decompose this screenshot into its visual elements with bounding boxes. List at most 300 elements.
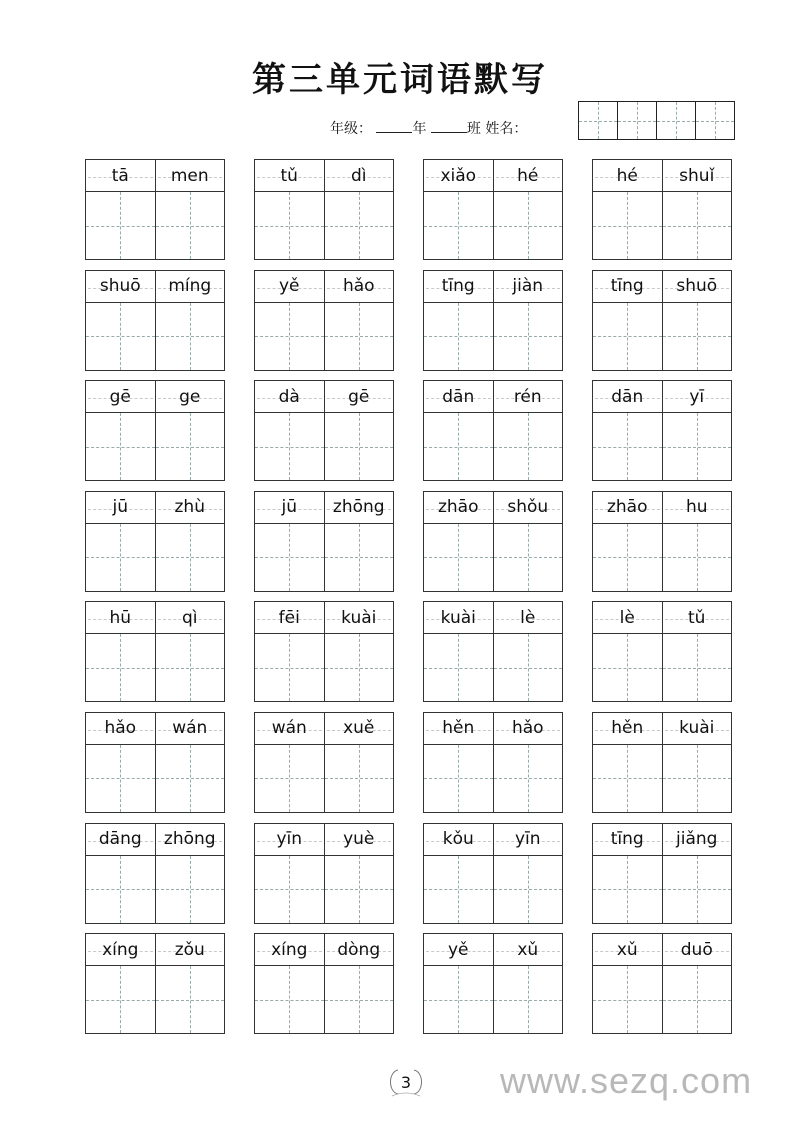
pinyin-cell <box>155 713 225 744</box>
character-writing-cell[interactable] <box>86 303 155 370</box>
pinyin-row <box>424 271 562 303</box>
character-row <box>255 413 393 480</box>
pinyin-text: ge <box>179 386 201 407</box>
pinyin-cell <box>255 160 324 191</box>
pinyin-text: yuè <box>343 829 375 850</box>
pinyin-text: hu <box>685 497 708 518</box>
grade-blank[interactable] <box>376 120 412 133</box>
character-writing-cell[interactable] <box>593 413 662 480</box>
character-row <box>593 634 731 701</box>
pinyin-cell <box>493 934 563 965</box>
character-writing-cell[interactable] <box>662 524 732 591</box>
word-box <box>85 712 225 813</box>
pinyin-text: tīng <box>610 829 644 850</box>
pinyin-text: yī <box>689 386 705 407</box>
character-row <box>255 192 393 259</box>
character-row <box>424 745 562 812</box>
pinyin-cell <box>493 713 563 744</box>
pinyin-cell <box>662 271 732 302</box>
character-row <box>86 524 224 591</box>
pinyin-cell <box>155 934 225 965</box>
character-row <box>593 413 731 480</box>
name-label: 姓名： <box>485 121 528 137</box>
pinyin-cell <box>593 713 662 744</box>
character-writing-cell[interactable] <box>324 634 394 701</box>
pinyin-row <box>424 381 562 413</box>
pinyin-text: hé <box>517 165 539 186</box>
character-row <box>593 856 731 923</box>
character-writing-cell[interactable] <box>155 966 225 1033</box>
character-writing-cell[interactable] <box>155 524 225 591</box>
character-row <box>86 192 224 259</box>
pinyin-text: tīng <box>441 276 475 297</box>
pinyin-row <box>86 824 224 856</box>
word-box <box>423 491 563 592</box>
pinyin-text: dāng <box>98 829 142 850</box>
pinyin-cell <box>255 381 324 412</box>
word-box <box>254 270 394 371</box>
character-writing-cell[interactable] <box>324 192 394 259</box>
word-box <box>85 270 225 371</box>
page-number <box>390 1066 422 1098</box>
word-box <box>592 491 732 592</box>
pinyin-text: xíng <box>271 939 308 960</box>
character-writing-cell[interactable] <box>662 966 732 1033</box>
class-blank[interactable] <box>431 120 467 133</box>
pinyin-row <box>593 934 731 966</box>
pinyin-text: zhù <box>174 497 205 518</box>
pinyin-text: yě <box>447 939 469 960</box>
character-writing-cell[interactable] <box>593 745 662 812</box>
pinyin-cell <box>255 824 324 855</box>
pinyin-cell <box>86 713 155 744</box>
pinyin-cell <box>324 713 394 744</box>
pinyin-row <box>424 492 562 524</box>
pinyin-cell <box>155 381 225 412</box>
pinyin-row <box>593 602 731 634</box>
character-row <box>593 303 731 370</box>
character-writing-cell[interactable] <box>493 524 563 591</box>
character-row <box>593 192 731 259</box>
character-row <box>86 413 224 480</box>
pinyin-cell <box>662 824 732 855</box>
character-row <box>86 634 224 701</box>
pinyin-cell <box>593 160 662 191</box>
pinyin-row <box>86 602 224 634</box>
word-box <box>423 823 563 924</box>
pinyin-text: zhāo <box>606 497 648 518</box>
character-writing-cell[interactable] <box>155 856 225 923</box>
word-box <box>592 159 732 260</box>
character-writing-cell[interactable] <box>86 856 155 923</box>
character-row <box>424 192 562 259</box>
pinyin-row <box>593 492 731 524</box>
character-writing-cell[interactable] <box>255 303 324 370</box>
pinyin-cell <box>255 934 324 965</box>
character-writing-cell[interactable] <box>424 856 493 923</box>
character-row <box>86 745 224 812</box>
pinyin-cell <box>424 381 493 412</box>
pinyin-text: hěn <box>442 718 475 739</box>
pinyin-cell <box>662 602 732 633</box>
character-writing-cell[interactable] <box>86 966 155 1033</box>
character-writing-cell[interactable] <box>662 745 732 812</box>
pinyin-cell <box>424 160 493 191</box>
word-box <box>254 823 394 924</box>
pinyin-text: xíng <box>102 939 139 960</box>
pinyin-cell <box>424 824 493 855</box>
pinyin-cell <box>324 492 394 523</box>
pinyin-text: kuài <box>440 607 476 628</box>
character-writing-cell[interactable] <box>424 745 493 812</box>
word-box <box>592 601 732 702</box>
character-writing-cell[interactable] <box>324 856 394 923</box>
word-box <box>592 933 732 1034</box>
grade-label: 年级： <box>330 121 372 137</box>
character-writing-cell[interactable] <box>424 413 493 480</box>
character-writing-cell[interactable] <box>86 413 155 480</box>
pinyin-text: zhāo <box>437 497 479 518</box>
pinyin-text: dà <box>278 386 300 407</box>
pinyin-text: hé <box>616 165 638 186</box>
pinyin-row <box>255 271 393 303</box>
pinyin-text: jiàn <box>512 276 544 297</box>
page-number-text: 3 <box>400 1072 412 1092</box>
pinyin-row <box>255 934 393 966</box>
pinyin-cell <box>493 381 563 412</box>
pinyin-cell <box>662 934 732 965</box>
pinyin-text: tā <box>111 165 129 186</box>
word-box <box>85 601 225 702</box>
pinyin-row <box>86 381 224 413</box>
word-box <box>254 933 394 1034</box>
character-writing-cell[interactable] <box>662 856 732 923</box>
pinyin-text: fēi <box>278 607 300 628</box>
name-box[interactable] <box>617 102 656 139</box>
pinyin-text: dì <box>350 165 367 186</box>
character-writing-cell[interactable] <box>324 745 394 812</box>
word-box <box>423 270 563 371</box>
page-title: 第三单元词语默写 <box>252 60 548 100</box>
character-row <box>255 524 393 591</box>
name-box[interactable] <box>695 102 734 139</box>
pinyin-cell <box>324 602 394 633</box>
character-writing-cell[interactable] <box>255 856 324 923</box>
name-writing-boxes[interactable] <box>578 101 735 140</box>
pinyin-row <box>255 824 393 856</box>
pinyin-cell <box>424 492 493 523</box>
pinyin-text: duō <box>680 939 713 960</box>
pinyin-cell <box>493 492 563 523</box>
word-box <box>423 712 563 813</box>
pinyin-row <box>424 934 562 966</box>
year-label: 年 <box>412 121 427 137</box>
pinyin-cell <box>155 492 225 523</box>
word-box <box>423 380 563 481</box>
word-box <box>85 380 225 481</box>
pinyin-row <box>424 824 562 856</box>
pinyin-text: míng <box>168 276 212 297</box>
pinyin-text: yīn <box>276 829 303 850</box>
pinyin-cell <box>255 271 324 302</box>
pinyin-text: rén <box>513 386 542 407</box>
pinyin-text: jiǎng <box>676 829 718 850</box>
character-row <box>255 966 393 1033</box>
pinyin-text: jū <box>281 497 297 518</box>
pinyin-cell <box>86 271 155 302</box>
character-writing-cell[interactable] <box>662 192 732 259</box>
pinyin-cell <box>155 271 225 302</box>
word-box <box>254 601 394 702</box>
word-box <box>592 823 732 924</box>
pinyin-text: shǒu <box>507 497 549 518</box>
character-row <box>424 856 562 923</box>
word-box <box>85 491 225 592</box>
character-writing-cell[interactable] <box>593 303 662 370</box>
pinyin-cell <box>662 713 732 744</box>
pinyin-row <box>86 934 224 966</box>
character-writing-cell[interactable] <box>255 634 324 701</box>
pinyin-cell <box>86 160 155 191</box>
pinyin-row <box>593 381 731 413</box>
character-writing-cell[interactable] <box>493 303 563 370</box>
pinyin-text: lè <box>520 607 536 628</box>
pinyin-row <box>86 713 224 745</box>
character-writing-cell[interactable] <box>324 303 394 370</box>
pinyin-cell <box>255 492 324 523</box>
pinyin-cell <box>324 824 394 855</box>
character-writing-cell[interactable] <box>662 303 732 370</box>
word-box <box>254 491 394 592</box>
character-writing-cell[interactable] <box>593 966 662 1033</box>
pinyin-text: dān <box>611 386 644 407</box>
character-writing-cell[interactable] <box>424 966 493 1033</box>
pinyin-cell <box>593 271 662 302</box>
character-writing-cell[interactable] <box>255 413 324 480</box>
character-row <box>424 966 562 1033</box>
character-row <box>424 524 562 591</box>
character-writing-cell[interactable] <box>424 303 493 370</box>
pinyin-cell <box>493 602 563 633</box>
pinyin-text: lè <box>619 607 635 628</box>
word-box <box>592 712 732 813</box>
character-writing-cell[interactable] <box>86 634 155 701</box>
character-writing-cell[interactable] <box>155 303 225 370</box>
pinyin-text: hǎo <box>342 276 375 297</box>
pinyin-text: dān <box>442 386 475 407</box>
character-writing-cell[interactable] <box>493 966 563 1033</box>
pinyin-cell <box>324 934 394 965</box>
character-row <box>86 966 224 1033</box>
pinyin-text: shuō <box>676 276 718 297</box>
pinyin-text: hū <box>109 607 132 628</box>
pinyin-row <box>593 713 731 745</box>
pinyin-text: tǔ <box>688 607 706 628</box>
pinyin-row <box>255 602 393 634</box>
pinyin-cell <box>493 271 563 302</box>
character-writing-cell[interactable] <box>255 745 324 812</box>
pinyin-cell <box>593 824 662 855</box>
character-writing-cell[interactable] <box>86 745 155 812</box>
pinyin-text: gē <box>348 386 370 407</box>
character-writing-cell[interactable] <box>155 413 225 480</box>
character-writing-cell[interactable] <box>255 192 324 259</box>
character-writing-cell[interactable] <box>493 745 563 812</box>
pinyin-text: hǎo <box>511 718 544 739</box>
character-writing-cell[interactable] <box>493 192 563 259</box>
character-writing-cell[interactable] <box>424 524 493 591</box>
pinyin-row <box>424 160 562 192</box>
character-writing-cell[interactable] <box>86 524 155 591</box>
name-box[interactable] <box>656 102 695 139</box>
pinyin-cell <box>155 602 225 633</box>
pinyin-row <box>424 713 562 745</box>
class-label: 班 <box>466 121 481 137</box>
character-writing-cell[interactable] <box>324 413 394 480</box>
pinyin-text: zhōng <box>332 497 385 518</box>
character-row <box>86 856 224 923</box>
word-box <box>423 601 563 702</box>
pinyin-text: qì <box>181 607 198 628</box>
character-writing-cell[interactable] <box>662 634 732 701</box>
pinyin-text: xiǎo <box>440 165 477 186</box>
pinyin-text: xuě <box>343 718 375 739</box>
pinyin-cell <box>593 934 662 965</box>
pinyin-text: tīng <box>610 276 644 297</box>
pinyin-cell <box>86 381 155 412</box>
pinyin-text: xǔ <box>517 939 539 960</box>
name-box[interactable] <box>579 102 617 139</box>
word-box <box>592 270 732 371</box>
pinyin-row <box>255 160 393 192</box>
character-writing-cell[interactable] <box>593 524 662 591</box>
word-box <box>254 380 394 481</box>
pinyin-cell <box>662 160 732 191</box>
character-writing-cell[interactable] <box>493 634 563 701</box>
character-row <box>86 303 224 370</box>
pinyin-row <box>593 271 731 303</box>
pinyin-cell <box>255 713 324 744</box>
character-writing-cell[interactable] <box>493 856 563 923</box>
pinyin-cell <box>593 492 662 523</box>
pinyin-text: hěn <box>611 718 644 739</box>
pinyin-cell <box>424 713 493 744</box>
pinyin-cell <box>86 824 155 855</box>
character-writing-cell[interactable] <box>155 745 225 812</box>
pinyin-row <box>86 271 224 303</box>
character-row <box>255 303 393 370</box>
pinyin-text: zhōng <box>163 829 216 850</box>
character-row <box>424 634 562 701</box>
word-box <box>592 380 732 481</box>
pinyin-row <box>255 492 393 524</box>
character-writing-cell[interactable] <box>593 634 662 701</box>
pinyin-text: hǎo <box>104 718 137 739</box>
pinyin-text: zǒu <box>174 939 205 960</box>
pinyin-cell <box>593 602 662 633</box>
word-box <box>85 823 225 924</box>
character-writing-cell[interactable] <box>324 524 394 591</box>
word-box <box>254 159 394 260</box>
pinyin-cell <box>424 271 493 302</box>
word-box <box>254 712 394 813</box>
pinyin-text: men <box>170 165 209 186</box>
character-row <box>255 856 393 923</box>
word-box <box>85 933 225 1034</box>
character-writing-cell[interactable] <box>155 192 225 259</box>
pinyin-cell <box>86 602 155 633</box>
pinyin-row <box>593 824 731 856</box>
pinyin-cell <box>424 934 493 965</box>
pinyin-text: kuài <box>341 607 377 628</box>
character-row <box>593 966 731 1033</box>
character-writing-cell[interactable] <box>662 413 732 480</box>
character-writing-cell[interactable] <box>424 192 493 259</box>
character-row <box>593 745 731 812</box>
character-writing-cell[interactable] <box>493 413 563 480</box>
pinyin-row <box>86 492 224 524</box>
pinyin-cell <box>493 824 563 855</box>
word-box <box>423 933 563 1034</box>
pinyin-row <box>255 381 393 413</box>
pinyin-text: wán <box>271 718 307 739</box>
pinyin-cell <box>324 160 394 191</box>
pinyin-text: kǒu <box>442 829 474 850</box>
character-writing-cell[interactable] <box>593 192 662 259</box>
pinyin-text: kuài <box>679 718 715 739</box>
pinyin-text: tǔ <box>280 165 298 186</box>
pinyin-text: gē <box>109 386 131 407</box>
pinyin-cell <box>155 824 225 855</box>
character-writing-cell[interactable] <box>324 966 394 1033</box>
pinyin-cell <box>86 934 155 965</box>
pinyin-cell <box>593 381 662 412</box>
pinyin-cell <box>155 160 225 191</box>
character-writing-cell[interactable] <box>255 966 324 1033</box>
pinyin-cell <box>86 492 155 523</box>
pinyin-text: jū <box>112 497 128 518</box>
pinyin-cell <box>424 602 493 633</box>
word-box <box>85 159 225 260</box>
character-writing-cell[interactable] <box>86 192 155 259</box>
pinyin-text: yě <box>278 276 300 297</box>
pinyin-text: yīn <box>514 829 541 850</box>
pinyin-row <box>255 713 393 745</box>
pinyin-row <box>593 160 731 192</box>
character-row <box>255 745 393 812</box>
character-writing-cell[interactable] <box>155 634 225 701</box>
pinyin-cell <box>493 160 563 191</box>
pinyin-text: shuǐ <box>679 165 715 186</box>
pinyin-row <box>424 602 562 634</box>
student-info <box>330 118 527 138</box>
character-row <box>424 303 562 370</box>
word-box <box>423 159 563 260</box>
pinyin-text: shuō <box>99 276 141 297</box>
pinyin-cell <box>662 492 732 523</box>
character-row <box>255 634 393 701</box>
word-grid <box>85 159 733 1034</box>
character-writing-cell[interactable] <box>255 524 324 591</box>
pinyin-cell <box>255 602 324 633</box>
character-writing-cell[interactable] <box>424 634 493 701</box>
pinyin-text: wán <box>172 718 208 739</box>
character-writing-cell[interactable] <box>593 856 662 923</box>
pinyin-cell <box>662 381 732 412</box>
pinyin-row <box>86 160 224 192</box>
character-row <box>424 413 562 480</box>
watermark: www.sezq.com <box>500 1060 753 1101</box>
